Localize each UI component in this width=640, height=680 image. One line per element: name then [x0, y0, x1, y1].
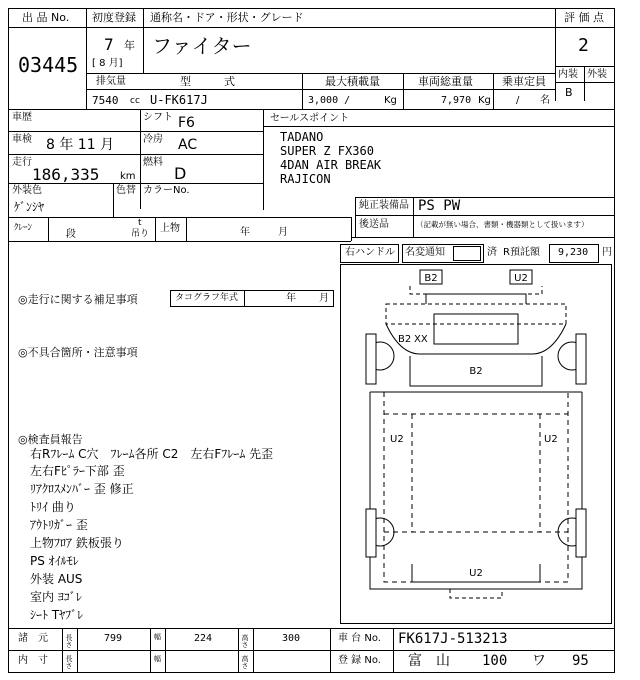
genuine-equip: PS PW — [418, 198, 461, 214]
r-deposit-label: R預託額 — [503, 247, 540, 258]
defects-label: ◎不具合箇所・注意事項 — [18, 346, 138, 359]
aftermarket-note: （記載が無い場合、書類・機器類として扱います） — [416, 220, 589, 229]
first-reg-year: 7 — [104, 35, 114, 54]
reg-label: 登 録 No. — [338, 655, 381, 666]
shift-label: シフト — [143, 112, 173, 123]
inspector-line: 室内 ﾖｺﾞﾚ — [30, 590, 82, 604]
year-unit: 年 — [124, 39, 135, 52]
interior-grade: B — [565, 86, 573, 99]
gross-weight-label: 車両総重量 — [418, 75, 473, 88]
mileage-label: 走行 — [12, 157, 32, 168]
capacity-label: 乗車定員 — [502, 75, 546, 88]
ac-label: 冷房 — [143, 134, 163, 145]
inspector-line: ﾘｱｸﾛｽﾒﾝﾊﾞｰ 歪 修正 — [30, 482, 134, 496]
sales-point-line: RAJICON — [280, 172, 331, 186]
max-load-unit: Kg — [384, 95, 397, 106]
max-load-label: 最大積載量 — [325, 75, 380, 88]
crane-label: ｸﾚｰﾝ — [14, 223, 33, 233]
grade-label: 評 価 点 — [564, 11, 604, 24]
capacity-unit: 名 — [540, 95, 550, 106]
chassis-number: FK617J-513213 — [398, 631, 508, 647]
tacho-year: 年 — [286, 293, 296, 304]
inspector-line: 外装 AUS — [30, 572, 83, 586]
model-label: 型 式 — [180, 75, 235, 88]
r-deposit-unit: 円 — [602, 247, 612, 258]
mileage-value: 186,335 — [32, 165, 100, 184]
history-label: 車歴 — [12, 112, 32, 123]
fuel-label: 燃料 — [143, 157, 163, 168]
running-notes-label: ◎走行に関する補足事項 — [18, 293, 138, 306]
label-hood: B2 — [469, 366, 483, 377]
inspector-line: ﾄﾘｲ 曲り — [30, 500, 76, 514]
crane-stage-label: 段 — [66, 229, 76, 240]
aftermarket-label: 後送品 — [359, 219, 389, 230]
label-cab-left: B2 — [398, 334, 412, 345]
name-change-label: 名変通知 — [405, 247, 445, 258]
sure-label: 済 — [487, 247, 497, 258]
genuine-equip-label: 純正装備品 — [359, 200, 409, 211]
exterior-color-label: 外装色 — [12, 185, 42, 196]
first-reg-month: [ 8 月] — [92, 58, 123, 69]
sales-point-line: SUPER Z FX360 — [280, 144, 374, 158]
sales-points-label: セールスポイント — [270, 113, 350, 124]
overall-grade: 2 — [578, 35, 589, 56]
max-load: 3,000 / — [308, 95, 351, 106]
label-rear: U2 — [469, 568, 483, 579]
name-change-check — [453, 246, 481, 261]
crane-tons-label: t — [138, 218, 142, 228]
color-change-label: 色替 — [116, 185, 136, 196]
ac-value: AC — [178, 137, 198, 153]
fuel-value: D — [174, 164, 187, 183]
car-name: ファイター — [152, 34, 252, 58]
color-no-label: カラーNo. — [143, 185, 190, 196]
first-reg-label: 初度登録 — [92, 11, 136, 24]
label-front-left: B2 — [424, 273, 438, 284]
reg-class: 100 — [482, 653, 508, 669]
exterior-label: 外装 — [587, 69, 607, 80]
gross-weight-unit: Kg — [478, 95, 491, 106]
inner-width-label: 幅 — [154, 655, 161, 663]
dims-label: 諸 元 — [18, 633, 48, 644]
inspector-line: 上物ﾌﾛｱ 鉄板張り — [30, 536, 124, 550]
inspector-label: ◎検査員報告 — [18, 433, 83, 446]
exterior-color: ｹﾞﾝｼﾔ — [14, 200, 45, 214]
inner-height-label: 高さ — [241, 655, 249, 669]
reg-kana: ワ — [532, 653, 546, 669]
rhd-label: 右ハンドル — [345, 247, 395, 258]
interior-label: 内装 — [558, 69, 578, 80]
tacho-label: タコグラフ年式 — [175, 293, 239, 303]
inspection-label: 車検 — [12, 134, 32, 145]
length-value: 799 — [104, 633, 123, 644]
inspector-line: 右Rﾌﾚｰﾑ C穴 ﾌﾚｰﾑ各所 C2 左右Fﾌﾚｰﾑ 先歪 — [30, 447, 274, 461]
body-label: 上物 — [160, 223, 180, 234]
width-label: 幅 — [154, 633, 161, 641]
lot-number: 03445 — [18, 53, 79, 77]
crane-lift-label: 吊り — [131, 229, 150, 239]
displacement-unit: cc — [130, 96, 140, 106]
inner-dims-label: 内 寸 — [18, 655, 48, 666]
displacement-label: 排気量 — [96, 76, 126, 87]
inspector-line: ｱｳﾄﾘｶﾞｰ 歪 — [30, 518, 88, 532]
height-value: 300 — [282, 633, 301, 644]
capacity: / — [516, 95, 520, 106]
label-front-right: U2 — [514, 273, 528, 284]
tacho-month: 月 — [319, 293, 329, 304]
height-label: 高さ — [241, 634, 249, 648]
inner-length-label: 長さ — [65, 655, 73, 669]
gross-weight: 7,970 — [441, 95, 472, 106]
truck-damage-diagram — [340, 264, 612, 624]
car-name-label: 通称名・ドア・形状・グレード — [150, 11, 304, 24]
lot-label: 出 品 No. — [22, 11, 70, 24]
inspector-line: ｼｰﾄ Tﾔﾌﾞﾚ — [30, 608, 84, 622]
crane-year-label: 年 — [240, 227, 250, 238]
inspector-line: PS ｵｲﾙﾓﾚ — [30, 554, 79, 568]
inspection-value: 8 年 11 月 — [46, 137, 115, 153]
shift-value: F6 — [178, 115, 195, 131]
displacement: 7540 — [92, 94, 119, 107]
inspector-line: 左右Fﾋﾟﾗｰ下部 歪 — [30, 464, 125, 478]
sales-point-line: 4DAN AIR BREAK — [280, 158, 382, 172]
reg-number: 95 — [572, 653, 589, 669]
model-code: U-FK617J — [150, 93, 208, 107]
reg-area: 富 山 — [408, 653, 450, 669]
width-value: 224 — [194, 633, 213, 644]
label-cab-xx: XX — [414, 334, 428, 345]
r-deposit-value: 9,230 — [558, 247, 589, 258]
chassis-label: 車 台 No. — [338, 633, 381, 644]
length-label: 長さ — [65, 634, 73, 648]
sales-point-line: TADANO — [280, 130, 324, 144]
label-left-side: U2 — [390, 434, 404, 445]
crane-month-label: 月 — [278, 227, 288, 238]
label-right-side: U2 — [544, 434, 558, 445]
mileage-unit: km — [120, 171, 136, 182]
